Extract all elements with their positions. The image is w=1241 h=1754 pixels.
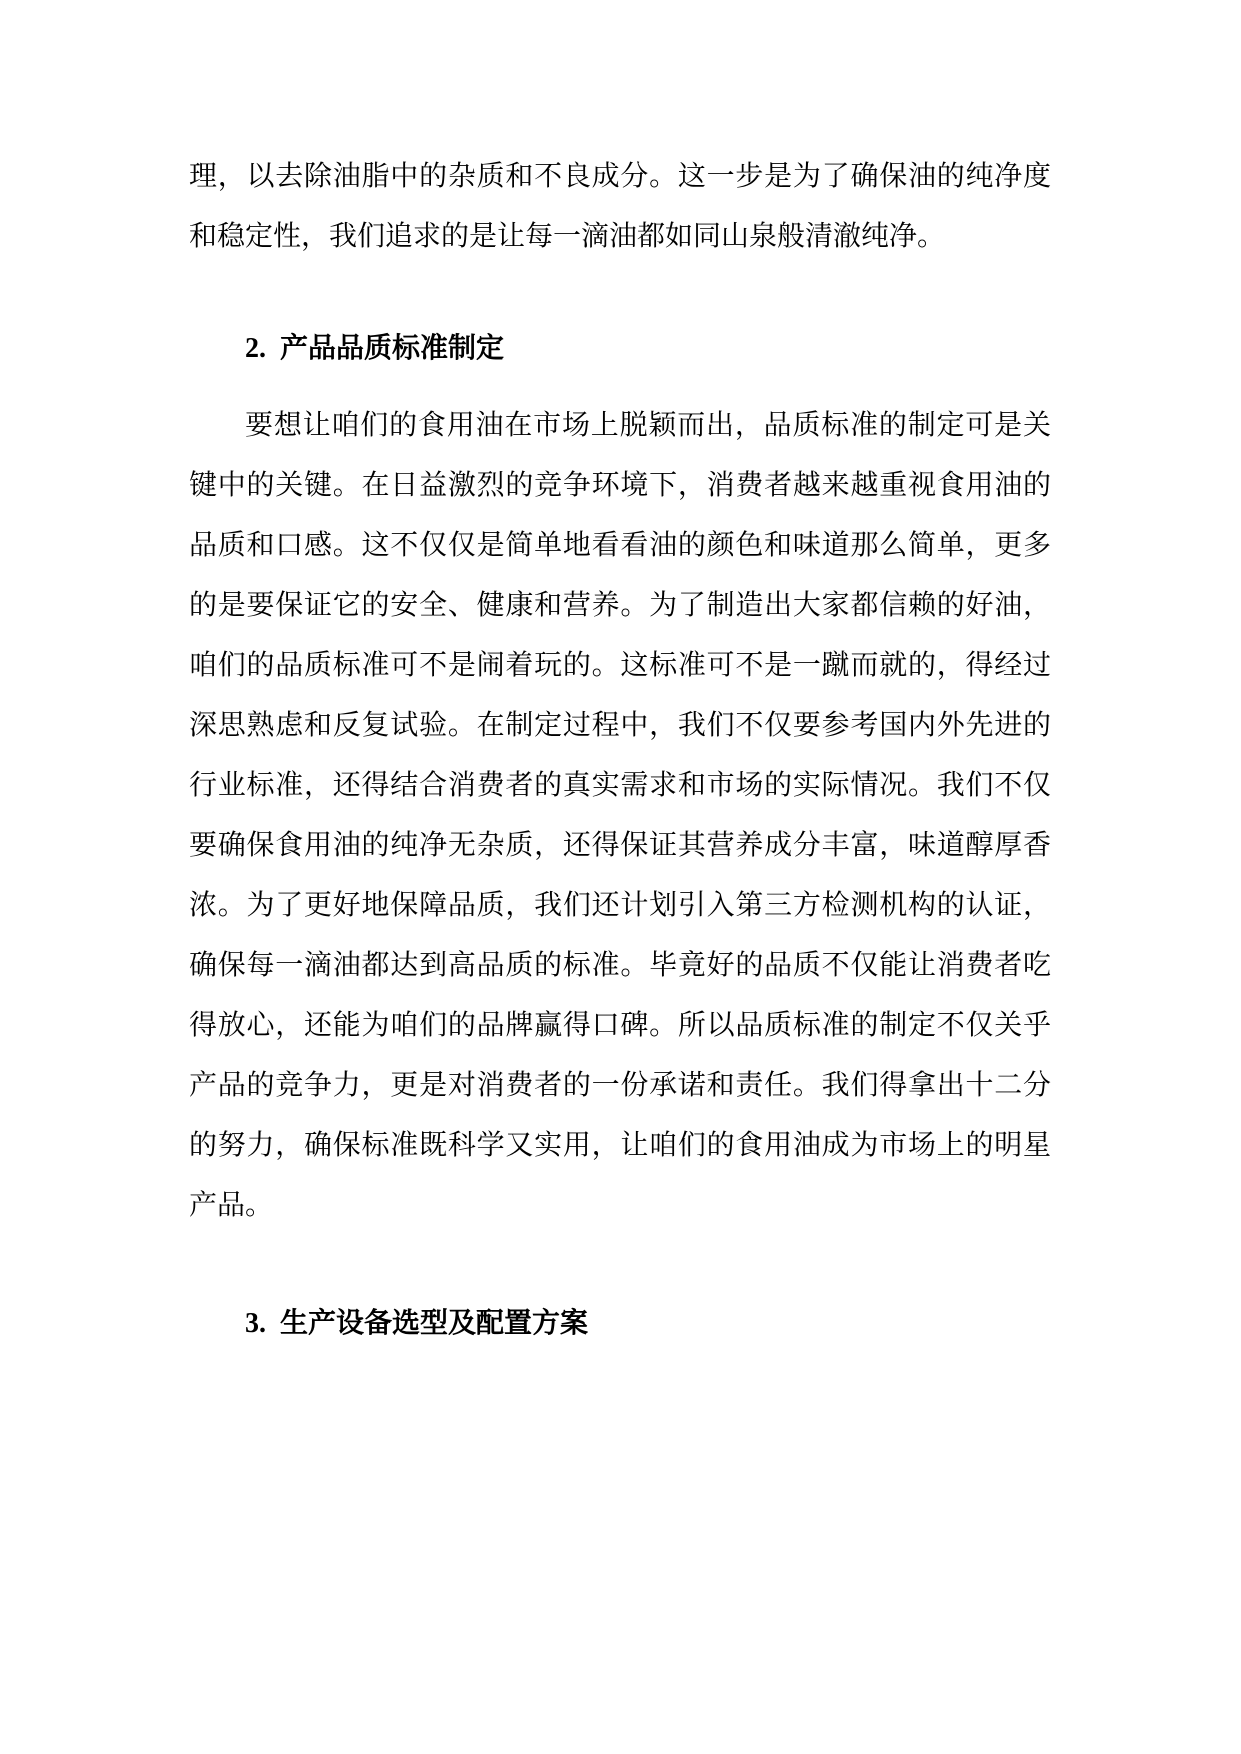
section-heading-2 [189,318,1051,379]
section-title-2: 产品品质标准制定 [280,331,505,364]
document-body [189,146,1051,1354]
section-2-paragraph: 要想让咱们的食用油在市场上脱颖而出，品质标准的制定可是关键中的关键。在日益激烈的竞争环境下，消费者越来越重视食用油的品质和口感。这不仅仅是简单地看看油的颜色和味道那么简单，更多的是要保证它的安全、健康和营养。为了制造出大家都信赖的好油，咱们的品质标准可不是闹着玩的。这标准可不是一蹴而就的，得经过深思熟虑和反复试验。在制定过程中，我们不仅要参考国内外先进的行业标准，还得结合消费者的真实需求和市场的实际情况。我们不仅要确保食用油的纯净无杂质，还得保证其营养成分丰富，味道醇厚香浓。为了更好地保障品质，我们还计划引入第三方检测机构的认证，确保每一滴油都达到高品质的标准。毕竟好的品质不仅能让消费者吃得放心，还能为咱们的品牌赢得口碑。所以品质标准的制定不仅关乎产品的竞争力，更是对消费者的一份承诺和责任。我们得拿出十二分的努力，确保标准既科学又实用，让咱们的食用油成为市场上的明星产品。 [189,408,1051,1221]
section-heading-3 [189,1293,1051,1354]
section-number-3: 3. [245,1308,266,1339]
section-title-3: 生产设备选型及配置方案 [280,1306,589,1339]
intro-paragraph: 理，以去除油脂中的杂质和不良成分。这一步是为了确保油的纯净度和稳定性，我们追求的是让每一滴油都如同山泉般清澈纯净。 [189,159,1051,252]
section-number-2: 2. [245,333,266,364]
